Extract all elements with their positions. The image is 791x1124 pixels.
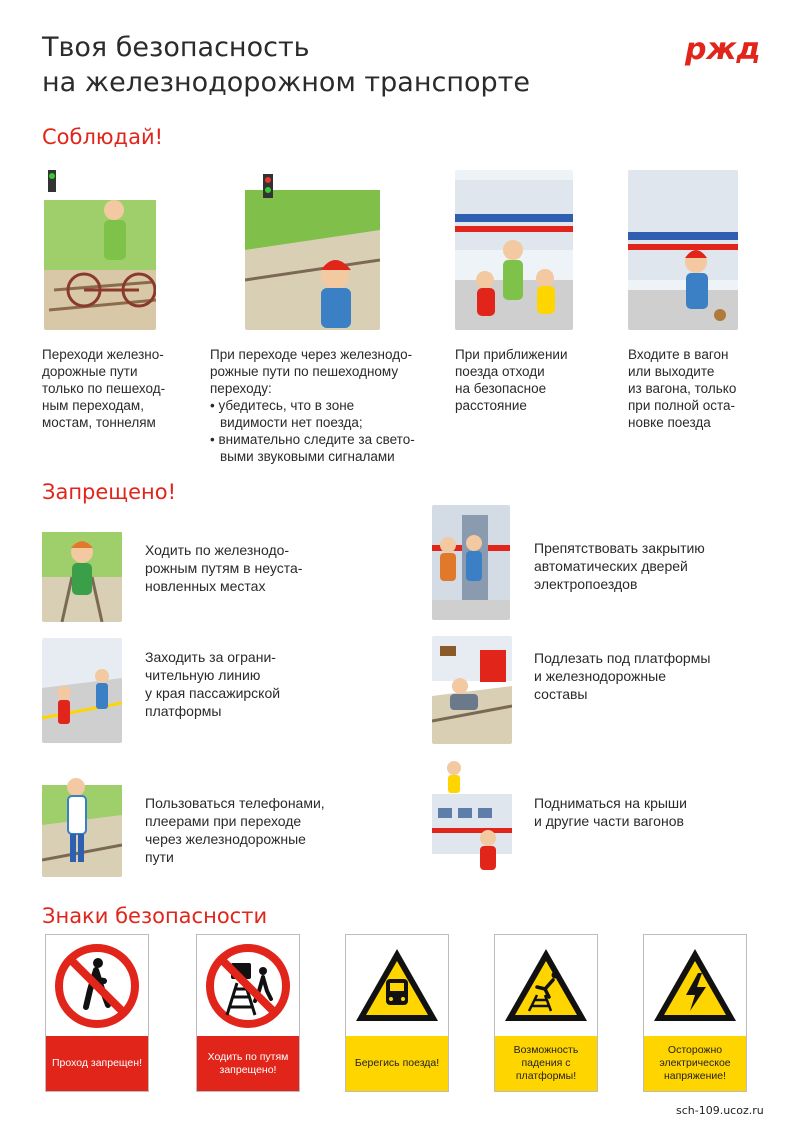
caption-line: только по пешеход- — [42, 381, 166, 396]
sign-beware-train — [345, 934, 449, 1092]
text-line: пути — [145, 849, 174, 865]
text-line: у края пассажирской — [145, 685, 281, 701]
caption-line: расстояние — [455, 398, 527, 413]
sign-no-passage — [45, 934, 149, 1092]
forbidden-text-5 — [145, 794, 385, 866]
illustration-boy-blocking-doors — [432, 505, 510, 620]
illustration-boys-on-train-roof — [432, 758, 512, 876]
text-line: электропоездов — [534, 576, 638, 592]
text-line: Пользоваться телефонами, — [145, 795, 325, 811]
text-line: плеерами при переходе — [145, 813, 302, 829]
illustration-family-train-platform — [455, 170, 573, 330]
caption-line: новке поезда — [628, 415, 711, 430]
site-watermark: sch-109.ucoz.ru — [676, 1104, 764, 1117]
forbidden-text-2 — [534, 539, 754, 593]
sign-label: Ходить по путям запрещено! — [197, 1036, 299, 1091]
text-line: через железнодорожные — [145, 831, 306, 847]
illustration-boy-walking-on-tracks — [42, 522, 122, 622]
illustration-boy-at-signal — [245, 170, 380, 330]
electric-voltage-warning-icon — [644, 935, 746, 1036]
sign-no-walking-on-tracks — [196, 934, 300, 1092]
caption-line: • убедитесь, что в зоне — [210, 398, 355, 413]
text-line: рожным путям в неуста- — [145, 560, 303, 576]
caption-line: или выходите — [628, 364, 715, 379]
caption-line: дорожные пути — [42, 364, 138, 379]
caption-line: на безопасное — [455, 381, 547, 396]
no-pedestrian-icon — [46, 935, 148, 1036]
sign-electric-voltage — [643, 934, 747, 1092]
section-observe-heading: Соблюдай! — [42, 125, 164, 149]
section-signs-heading: Знаки безопасности — [42, 904, 268, 928]
caption-line: • внимательно следите за свето- — [210, 432, 415, 447]
sign-label: Берегись поезда! — [346, 1036, 448, 1091]
title-line-2: на железнодорожном транспорте — [42, 67, 530, 98]
text-line: Ходить по железнодо- — [145, 542, 290, 558]
no-walking-on-tracks-icon — [197, 935, 299, 1036]
caption-line: ным переходам, — [42, 398, 144, 413]
text-line: новленных местах — [145, 578, 266, 594]
svg-text:ржд: ржд — [685, 32, 759, 66]
text-line: Заходить за ограни- — [145, 649, 276, 665]
caption-line: переходу: — [210, 381, 272, 396]
section-forbidden-heading: Запрещено! — [42, 480, 177, 504]
caption-line: При переходе через железнодо- — [210, 347, 413, 362]
text-line: и железнодорожные — [534, 668, 666, 684]
title-line-1: Твоя безопасность — [42, 32, 310, 63]
text-line: Подниматься на крыши — [534, 795, 687, 811]
text-line: автоматических дверей — [534, 558, 688, 574]
platform-fall-warning-icon — [495, 935, 597, 1036]
caption-line: Входите в вагон — [628, 347, 729, 362]
illustration-boy-near-train — [628, 170, 738, 330]
illustration-cyclist-crossing — [44, 170, 156, 330]
forbidden-text-6 — [534, 794, 754, 830]
train-warning-icon — [346, 935, 448, 1036]
text-line: чительную линию — [145, 667, 261, 683]
caption-line: видимости нет поезда; — [220, 415, 363, 430]
observe-caption-1 — [42, 346, 192, 431]
observe-caption-2 — [210, 346, 450, 465]
caption-line: рожные пути по пешеходному — [210, 364, 399, 379]
observe-caption-3 — [455, 346, 615, 414]
text-line: составы — [534, 686, 588, 702]
illustration-man-with-phone — [42, 765, 122, 877]
forbidden-text-4 — [534, 649, 754, 703]
sign-platform-fall — [494, 934, 598, 1092]
illustration-man-under-platform — [432, 636, 512, 744]
text-line: платформы — [145, 703, 222, 719]
illustration-people-behind-platform-line — [42, 638, 122, 743]
caption-line: при полной оста- — [628, 398, 736, 413]
text-line: и другие части вагонов — [534, 813, 684, 829]
sign-label: Возможность падения с платформы! — [495, 1036, 597, 1091]
forbidden-text-1 — [145, 541, 375, 595]
caption-line: Переходи железно- — [42, 347, 164, 362]
text-line: Подлезать под платформы — [534, 650, 711, 666]
caption-line: выми звуковыми сигналами — [220, 449, 395, 464]
text-line: Препятствовать закрытию — [534, 540, 705, 556]
forbidden-text-3 — [145, 648, 375, 720]
observe-caption-4 — [628, 346, 778, 431]
caption-line: При приближении — [455, 347, 568, 362]
caption-line: поезда отходи — [455, 364, 545, 379]
caption-line: мостам, тоннелям — [42, 415, 156, 430]
rzd-logo — [683, 30, 759, 66]
page-title — [42, 30, 642, 100]
sign-label: Проход запрещен! — [46, 1036, 148, 1091]
sign-label: Осторожно электрическое напряжение! — [644, 1036, 746, 1091]
caption-line: из вагона, только — [628, 381, 737, 396]
